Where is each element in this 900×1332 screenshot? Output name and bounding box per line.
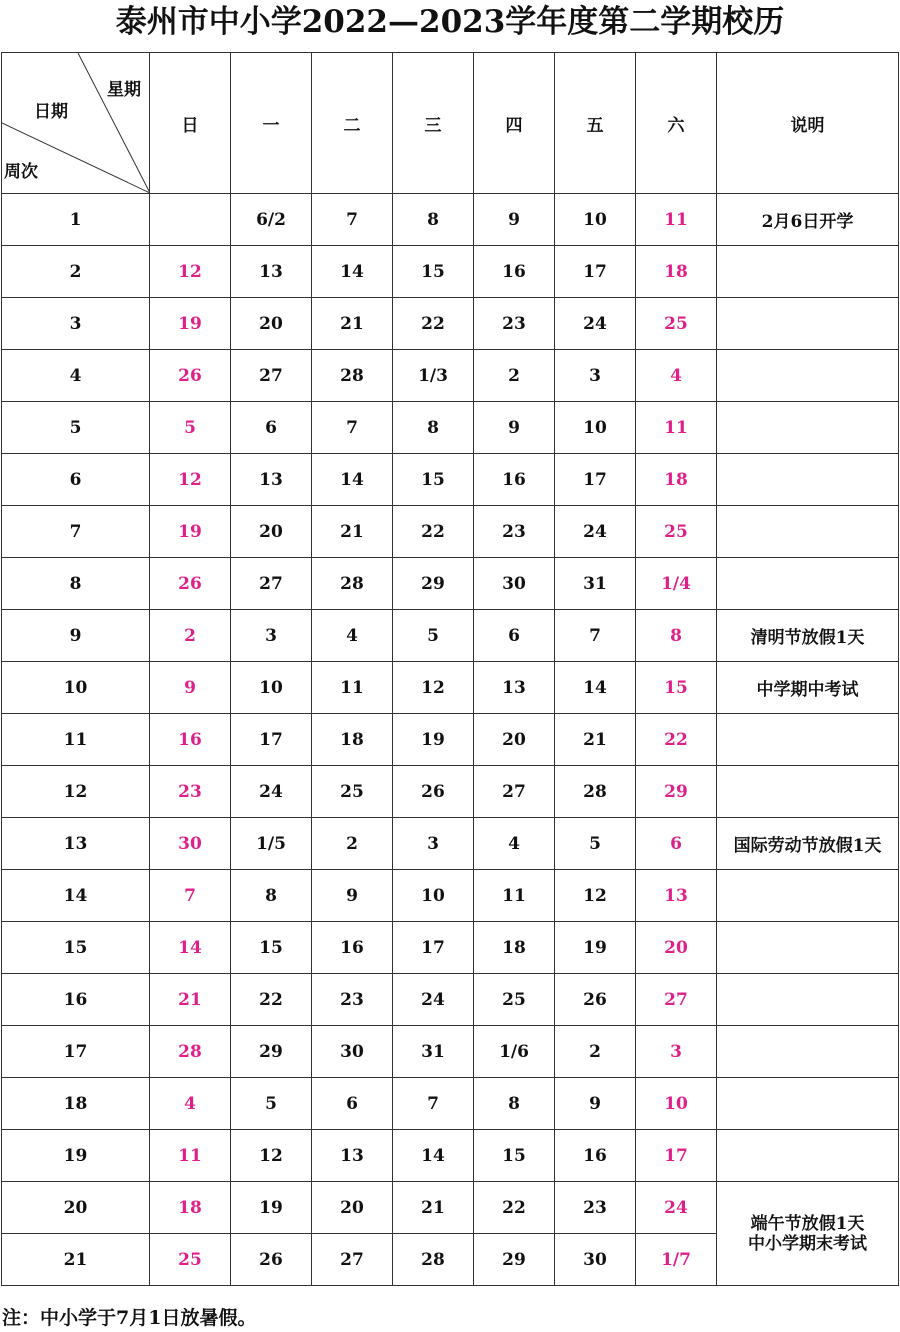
day-cell: 11 bbox=[312, 662, 393, 714]
day-cell: 30 bbox=[555, 1234, 636, 1286]
week-number: 13 bbox=[2, 818, 150, 870]
day-cell: 16 bbox=[555, 1130, 636, 1182]
week-number: 2 bbox=[2, 246, 150, 298]
day-cell: 6/2 bbox=[231, 194, 312, 246]
day-cell: 8 bbox=[636, 610, 717, 662]
day-cell: 1/7 bbox=[636, 1234, 717, 1286]
day-cell: 13 bbox=[312, 1130, 393, 1182]
note-cell bbox=[717, 766, 899, 818]
day-cell: 21 bbox=[312, 298, 393, 350]
day-cell: 6 bbox=[312, 1078, 393, 1130]
day-cell: 10 bbox=[555, 402, 636, 454]
day-cell: 16 bbox=[150, 714, 231, 766]
day-cell: 20 bbox=[231, 506, 312, 558]
day-cell: 27 bbox=[312, 1234, 393, 1286]
header-day-mon: 一 bbox=[231, 53, 312, 194]
day-cell: 12 bbox=[555, 870, 636, 922]
week-number: 21 bbox=[2, 1234, 150, 1286]
day-cell: 12 bbox=[150, 454, 231, 506]
day-cell bbox=[150, 194, 231, 246]
header-row bbox=[2, 53, 899, 194]
day-cell: 22 bbox=[474, 1182, 555, 1234]
header-day-wed: 三 bbox=[393, 53, 474, 194]
day-cell: 4 bbox=[636, 350, 717, 402]
week-number: 4 bbox=[2, 350, 150, 402]
day-cell: 18 bbox=[636, 454, 717, 506]
week-row bbox=[2, 506, 899, 558]
day-cell: 22 bbox=[231, 974, 312, 1026]
day-cell: 30 bbox=[150, 818, 231, 870]
day-cell: 24 bbox=[636, 1182, 717, 1234]
day-cell: 23 bbox=[312, 974, 393, 1026]
note-cell bbox=[717, 298, 899, 350]
day-cell: 15 bbox=[231, 922, 312, 974]
week-number: 1 bbox=[2, 194, 150, 246]
week-row bbox=[2, 350, 899, 402]
day-cell: 28 bbox=[312, 558, 393, 610]
day-cell: 5 bbox=[555, 818, 636, 870]
day-cell: 26 bbox=[150, 350, 231, 402]
week-row bbox=[2, 402, 899, 454]
day-cell: 8 bbox=[393, 194, 474, 246]
day-cell: 24 bbox=[555, 506, 636, 558]
day-cell: 11 bbox=[150, 1130, 231, 1182]
header-day-sat: 六 bbox=[636, 53, 717, 194]
week-number: 14 bbox=[2, 870, 150, 922]
week-number: 12 bbox=[2, 766, 150, 818]
day-cell: 19 bbox=[150, 506, 231, 558]
day-cell: 20 bbox=[474, 714, 555, 766]
day-cell: 4 bbox=[150, 1078, 231, 1130]
week-number: 9 bbox=[2, 610, 150, 662]
day-cell: 23 bbox=[150, 766, 231, 818]
day-cell: 20 bbox=[636, 922, 717, 974]
day-cell: 10 bbox=[393, 870, 474, 922]
day-cell: 26 bbox=[150, 558, 231, 610]
day-cell: 12 bbox=[393, 662, 474, 714]
day-cell: 19 bbox=[393, 714, 474, 766]
day-cell: 7 bbox=[312, 194, 393, 246]
day-cell: 15 bbox=[393, 246, 474, 298]
day-cell: 12 bbox=[231, 1130, 312, 1182]
day-cell: 16 bbox=[474, 246, 555, 298]
merged-note-cell bbox=[717, 1182, 899, 1286]
day-cell: 23 bbox=[474, 506, 555, 558]
day-cell: 25 bbox=[474, 974, 555, 1026]
day-cell: 13 bbox=[231, 246, 312, 298]
week-number: 11 bbox=[2, 714, 150, 766]
week-row bbox=[2, 558, 899, 610]
day-cell: 2 bbox=[150, 610, 231, 662]
day-cell: 2 bbox=[474, 350, 555, 402]
week-row bbox=[2, 818, 899, 870]
week-number: 16 bbox=[2, 974, 150, 1026]
day-cell: 20 bbox=[312, 1182, 393, 1234]
note-cell: 清明节放假1天 bbox=[717, 610, 899, 662]
day-cell: 8 bbox=[231, 870, 312, 922]
day-cell: 28 bbox=[150, 1026, 231, 1078]
day-cell: 25 bbox=[636, 506, 717, 558]
week-row bbox=[2, 974, 899, 1026]
day-cell: 25 bbox=[150, 1234, 231, 1286]
day-cell: 9 bbox=[474, 194, 555, 246]
day-cell: 20 bbox=[231, 298, 312, 350]
week-row bbox=[2, 714, 899, 766]
header-day-thu: 四 bbox=[474, 53, 555, 194]
merged-note-line2: 中小学期末考试 bbox=[748, 1233, 867, 1254]
day-cell: 2 bbox=[555, 1026, 636, 1078]
day-cell: 26 bbox=[555, 974, 636, 1026]
day-cell: 28 bbox=[393, 1234, 474, 1286]
day-cell: 9 bbox=[312, 870, 393, 922]
day-cell: 29 bbox=[393, 558, 474, 610]
day-cell: 17 bbox=[636, 1130, 717, 1182]
day-cell: 17 bbox=[231, 714, 312, 766]
day-cell: 21 bbox=[150, 974, 231, 1026]
header-day-tue: 二 bbox=[312, 53, 393, 194]
day-cell: 8 bbox=[474, 1078, 555, 1130]
day-cell: 1/3 bbox=[393, 350, 474, 402]
corner-week-label: 星期 bbox=[107, 80, 141, 100]
day-cell: 14 bbox=[312, 246, 393, 298]
calendar-table bbox=[1, 52, 899, 1286]
day-cell: 27 bbox=[474, 766, 555, 818]
day-cell: 4 bbox=[474, 818, 555, 870]
note-cell: 2月6日开学 bbox=[717, 194, 899, 246]
day-cell: 15 bbox=[636, 662, 717, 714]
day-cell: 26 bbox=[231, 1234, 312, 1286]
day-cell: 27 bbox=[231, 558, 312, 610]
day-cell: 7 bbox=[555, 610, 636, 662]
day-cell: 19 bbox=[231, 1182, 312, 1234]
day-cell: 5 bbox=[231, 1078, 312, 1130]
day-cell: 15 bbox=[393, 454, 474, 506]
day-cell: 22 bbox=[636, 714, 717, 766]
day-cell: 5 bbox=[150, 402, 231, 454]
week-number: 18 bbox=[2, 1078, 150, 1130]
header-note: 说明 bbox=[717, 53, 899, 194]
note-cell bbox=[717, 402, 899, 454]
day-cell: 23 bbox=[474, 298, 555, 350]
note-cell bbox=[717, 350, 899, 402]
week-number: 5 bbox=[2, 402, 150, 454]
note-cell bbox=[717, 246, 899, 298]
week-row bbox=[2, 922, 899, 974]
day-cell: 16 bbox=[312, 922, 393, 974]
day-cell: 18 bbox=[474, 922, 555, 974]
day-cell: 22 bbox=[393, 298, 474, 350]
day-cell: 9 bbox=[555, 1078, 636, 1130]
day-cell: 21 bbox=[555, 714, 636, 766]
day-cell: 17 bbox=[393, 922, 474, 974]
week-number: 8 bbox=[2, 558, 150, 610]
week-number: 20 bbox=[2, 1182, 150, 1234]
day-cell: 14 bbox=[150, 922, 231, 974]
note-cell bbox=[717, 714, 899, 766]
day-cell: 21 bbox=[393, 1182, 474, 1234]
day-cell: 16 bbox=[474, 454, 555, 506]
day-cell: 17 bbox=[555, 454, 636, 506]
note-cell bbox=[717, 454, 899, 506]
day-cell: 27 bbox=[636, 974, 717, 1026]
day-cell: 18 bbox=[312, 714, 393, 766]
day-cell: 7 bbox=[312, 402, 393, 454]
day-cell: 25 bbox=[312, 766, 393, 818]
day-cell: 30 bbox=[312, 1026, 393, 1078]
day-cell: 7 bbox=[150, 870, 231, 922]
note-cell: 中学期中考试 bbox=[717, 662, 899, 714]
week-row bbox=[2, 298, 899, 350]
day-cell: 18 bbox=[636, 246, 717, 298]
day-cell: 11 bbox=[636, 194, 717, 246]
week-row bbox=[2, 1130, 899, 1182]
day-cell: 24 bbox=[231, 766, 312, 818]
day-cell: 30 bbox=[474, 558, 555, 610]
day-cell: 12 bbox=[150, 246, 231, 298]
note-cell bbox=[717, 558, 899, 610]
day-cell: 2 bbox=[312, 818, 393, 870]
note-cell bbox=[717, 1078, 899, 1130]
week-number: 15 bbox=[2, 922, 150, 974]
day-cell: 19 bbox=[555, 922, 636, 974]
week-row bbox=[2, 766, 899, 818]
day-cell: 26 bbox=[393, 766, 474, 818]
day-cell: 6 bbox=[474, 610, 555, 662]
week-number: 3 bbox=[2, 298, 150, 350]
day-cell: 27 bbox=[231, 350, 312, 402]
day-cell: 31 bbox=[393, 1026, 474, 1078]
day-cell: 17 bbox=[555, 246, 636, 298]
day-cell: 13 bbox=[474, 662, 555, 714]
day-cell: 21 bbox=[312, 506, 393, 558]
header-day-fri: 五 bbox=[555, 53, 636, 194]
week-row bbox=[2, 610, 899, 662]
note-cell bbox=[717, 870, 899, 922]
day-cell: 28 bbox=[312, 350, 393, 402]
page-title: 泰州市中小学2022—2023学年度第二学期校历 bbox=[115, 4, 785, 40]
week-row bbox=[2, 194, 899, 246]
note-cell bbox=[717, 506, 899, 558]
week-number: 10 bbox=[2, 662, 150, 714]
day-cell: 10 bbox=[636, 1078, 717, 1130]
day-cell: 25 bbox=[636, 298, 717, 350]
footer-note: 注：中小学于7月1日放暑假。 bbox=[2, 1307, 257, 1329]
day-cell: 14 bbox=[312, 454, 393, 506]
day-cell: 22 bbox=[393, 506, 474, 558]
day-cell: 3 bbox=[636, 1026, 717, 1078]
note-cell bbox=[717, 1130, 899, 1182]
day-cell: 3 bbox=[231, 610, 312, 662]
day-cell: 7 bbox=[393, 1078, 474, 1130]
week-row bbox=[2, 870, 899, 922]
week-row bbox=[2, 662, 899, 714]
day-cell: 4 bbox=[312, 610, 393, 662]
day-cell: 6 bbox=[636, 818, 717, 870]
week-row bbox=[2, 454, 899, 506]
day-cell: 3 bbox=[555, 350, 636, 402]
day-cell: 29 bbox=[636, 766, 717, 818]
note-cell bbox=[717, 1026, 899, 1078]
note-cell: 国际劳动节放假1天 bbox=[717, 818, 899, 870]
day-cell: 10 bbox=[555, 194, 636, 246]
week-number: 19 bbox=[2, 1130, 150, 1182]
day-cell: 6 bbox=[231, 402, 312, 454]
week-number: 7 bbox=[2, 506, 150, 558]
day-cell: 11 bbox=[636, 402, 717, 454]
week-row bbox=[2, 1078, 899, 1130]
day-cell: 18 bbox=[150, 1182, 231, 1234]
note-cell bbox=[717, 974, 899, 1026]
day-cell: 29 bbox=[474, 1234, 555, 1286]
day-cell: 24 bbox=[393, 974, 474, 1026]
merged-note-line1: 端午节放假1天 bbox=[750, 1213, 865, 1234]
week-row bbox=[2, 1026, 899, 1078]
day-cell: 9 bbox=[474, 402, 555, 454]
week-row bbox=[2, 246, 899, 298]
day-cell: 14 bbox=[393, 1130, 474, 1182]
corner-cell bbox=[2, 53, 150, 194]
day-cell: 8 bbox=[393, 402, 474, 454]
day-cell: 9 bbox=[150, 662, 231, 714]
week-number: 6 bbox=[2, 454, 150, 506]
day-cell: 19 bbox=[150, 298, 231, 350]
day-cell: 24 bbox=[555, 298, 636, 350]
corner-weekno-label: 周次 bbox=[4, 162, 38, 182]
day-cell: 5 bbox=[393, 610, 474, 662]
note-cell bbox=[717, 922, 899, 974]
day-cell: 31 bbox=[555, 558, 636, 610]
day-cell: 15 bbox=[474, 1130, 555, 1182]
day-cell: 13 bbox=[636, 870, 717, 922]
day-cell: 1/5 bbox=[231, 818, 312, 870]
day-cell: 10 bbox=[231, 662, 312, 714]
corner-date-label: 日期 bbox=[34, 102, 68, 122]
day-cell: 28 bbox=[555, 766, 636, 818]
day-cell: 1/4 bbox=[636, 558, 717, 610]
day-cell: 3 bbox=[393, 818, 474, 870]
week-number: 17 bbox=[2, 1026, 150, 1078]
day-cell: 14 bbox=[555, 662, 636, 714]
day-cell: 23 bbox=[555, 1182, 636, 1234]
day-cell: 29 bbox=[231, 1026, 312, 1078]
day-cell: 13 bbox=[231, 454, 312, 506]
week-row bbox=[2, 1182, 899, 1234]
day-cell: 11 bbox=[474, 870, 555, 922]
header-day-sun: 日 bbox=[150, 53, 231, 194]
day-cell: 1/6 bbox=[474, 1026, 555, 1078]
